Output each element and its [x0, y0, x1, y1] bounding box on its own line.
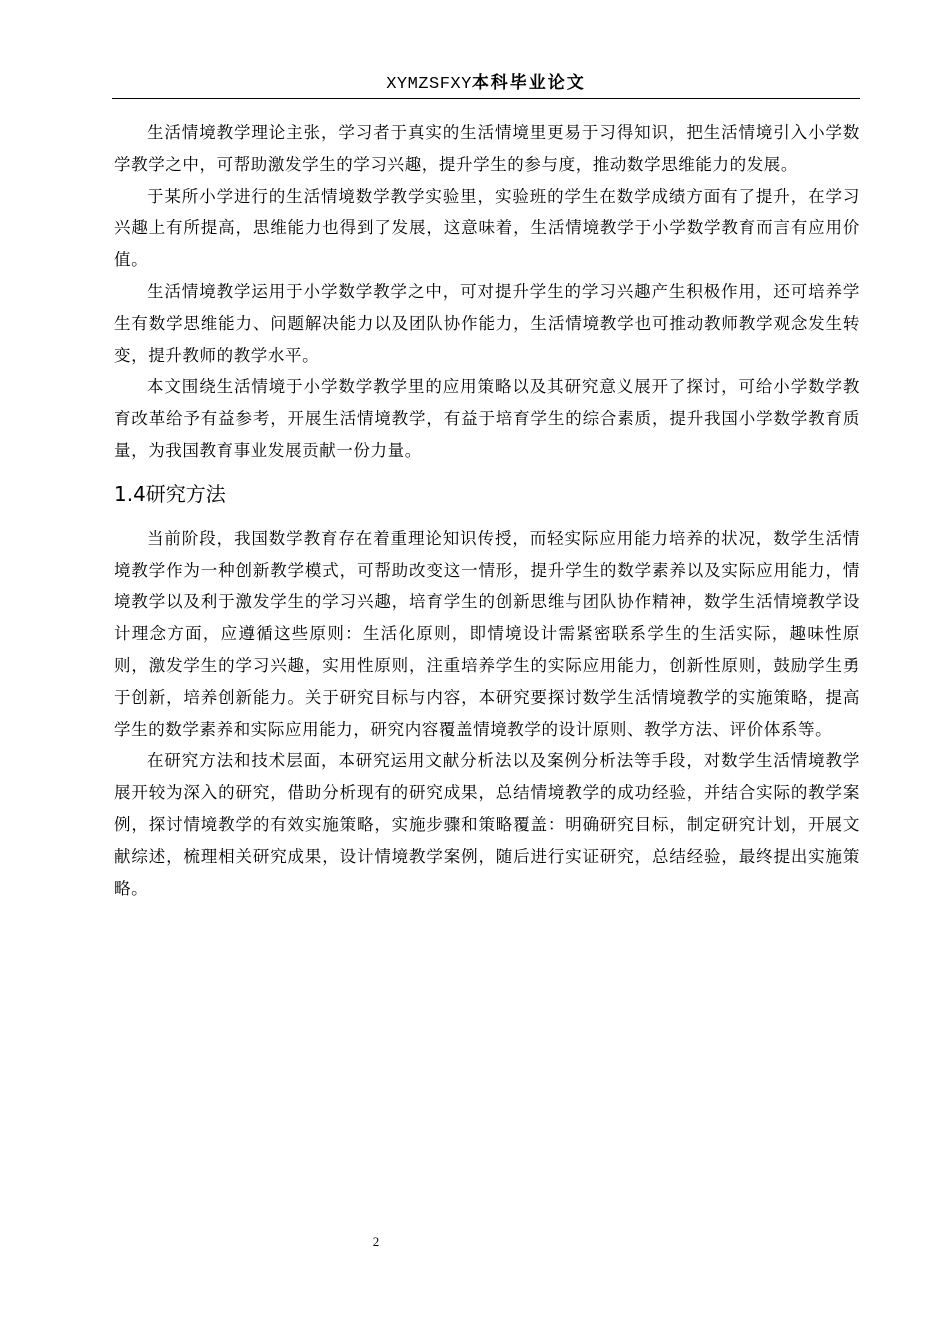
body-paragraph: 本文围绕生活情境于小学数学教学里的应用策略以及其研究意义展开了探讨，可给小学数学教育改革给予有益参考，开展生活情境教学，有益于培育学生的综合素质，提升我国小学数学教育质量，为我国教育事业发展贡献一份力量。 [114, 377, 860, 460]
header-code: XYMZSFXY [386, 75, 472, 94]
body-paragraph: 于某所小学进行的生活情境数学教学实验里，实验班的学生在数学成绩方面有了提升，在学习兴趣上有所提高，思维能力也得到了发展，这意味着，生活情境教学于小学数学教育而言有应用价值。 [114, 186, 860, 270]
section-heading: 1.4研究方法 [114, 481, 226, 506]
body-paragraph: 在研究方法和技术层面，本研究运用文献分析法以及案例分析法等手段，对数学生活情境教学展开较为深入的研究，借助分析现有的研究成果，总结情境教学的成功经验，并结合实际的教学案例，探讨情境教学的有效实施策略，实施步骤和策略覆盖：明确研究目标，制定研究计划，开展文献综述，梳理相关研究成果，设计情境教学案例，随后进行实证研究，总结经验，最终提出实施策略。 [114, 751, 860, 898]
body-paragraph: 当前阶段，我国数学教育存在着重理论知识传授，而轻实际应用能力培养的状况，数学生活情境教学作为一种创新教学模式，可帮助改变这一情形，提升学生的数学素养以及实际应用能力，情境教学以及利于激发学生的学习兴趣，培育学生的创新思维与团队协作精神，数学生活情境教学设计理念方面，应遵循这些原则：生活化原则，即情境设计需紧密联系学生的生活实际，趣味性原则，激发学生的学习兴趣，实用性原则，注重培养学生的实际应用能力，创新性原则，鼓励学生勇于创新，培养创新能力。关于研究目标与内容，本研究要探讨数学生活情境教学的实施策略，提高学生的数学素养和实际应用能力，研究内容覆盖情境教学的设计原则、教学方法、评价体系等。 [114, 528, 860, 739]
page-header [112, 70, 860, 98]
body-paragraph: 生活情境教学理论主张，学习者于真实的生活情境里更易于习得知识，把生活情境引入小学数学教学之中，可帮助激发学生的学习兴趣，提升学生的参与度，推动数学思维能力的发展。 [114, 123, 860, 174]
body-paragraph: 生活情境教学运用于小学数学教学之中，可对提升学生的学习兴趣产生积极作用，还可培养学生有数学思维能力、问题解决能力以及团队协作能力，生活情境教学也可推动教师教学观念发生转变，提升教师的教学水平。 [114, 281, 860, 365]
page-number: 2 [372, 1234, 380, 1249]
page-body [114, 117, 860, 904]
header-rule [112, 98, 860, 99]
header-title: 本科毕业论文 [471, 73, 586, 93]
